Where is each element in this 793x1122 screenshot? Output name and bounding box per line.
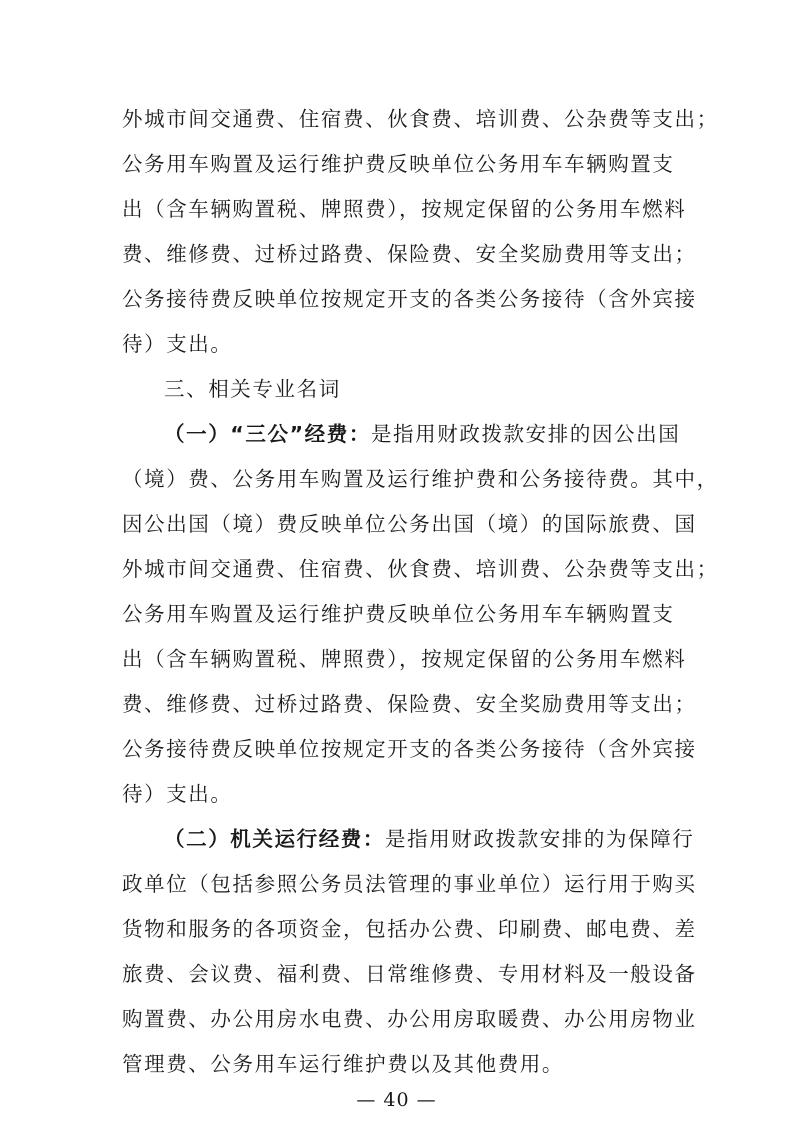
- section-heading: 三、相关专业名词: [164, 377, 341, 401]
- paragraph-line: 待）支出。: [122, 782, 233, 806]
- term-definition-start: 是指用财政拨款安排的因公出国: [370, 422, 681, 446]
- paragraph-line: 货物和服务的各项资金，包括办公费、印刷费、邮电费、差: [122, 917, 697, 941]
- paragraph-line: 公务接待费反映单位按规定开支的各类公务接待（含外宾接: [122, 287, 697, 311]
- paragraph-line: 旅费、会议费、福利费、日常维修费、专用材料及一般设备: [122, 962, 697, 986]
- term-label: （一）“三公”经费：: [164, 422, 371, 446]
- paragraph-line: （境）费、公务用车购置及运行维护费和公务接待费。其中，: [122, 467, 719, 491]
- paragraph-line: 外城市间交通费、住宿费、伙食费、培训费、公杂费等支出；: [122, 107, 719, 131]
- paragraph-line: 购置费、办公用房水电费、办公用房取暖费、办公用房物业: [122, 1007, 697, 1031]
- term-definition-start: 是指用财政拨款安排的为保障行: [385, 827, 695, 851]
- paragraph-line: 出（含车辆购置税、牌照费），按规定保留的公务用车燃料: [122, 647, 687, 671]
- term-first-line: [164, 826, 724, 852]
- term-first-line: [164, 421, 724, 447]
- paragraph-line: 公务用车购置及运行维护费反映单位公务用车车辆购置支: [122, 152, 675, 176]
- paragraph-line: 出（含车辆购置税、牌照费），按规定保留的公务用车燃料: [122, 197, 687, 221]
- paragraph-line: 费、维修费、过桥过路费、保险费、安全奖励费用等支出；: [122, 692, 697, 716]
- paragraph-line: 费、维修费、过桥过路费、保险费、安全奖励费用等支出；: [122, 242, 697, 266]
- page-number: — 40 —: [356, 1089, 437, 1111]
- paragraph-line: 公务用车购置及运行维护费反映单位公务用车车辆购置支: [122, 602, 675, 626]
- paragraph-line: 待）支出。: [122, 332, 233, 356]
- paragraph-line: 管理费、公务用车运行维护费以及其他费用。: [122, 1052, 564, 1076]
- paragraph-line: 外城市间交通费、住宿费、伙食费、培训费、公杂费等支出；: [122, 557, 719, 581]
- paragraph-line: 因公出国（境）费反映单位公务出国（境）的国际旅费、国: [122, 512, 697, 536]
- paragraph-line: 政单位（包括参照公务员法管理的事业单位）运行用于购买: [122, 872, 697, 896]
- term-label: （二）机关运行经费：: [164, 827, 385, 851]
- paragraph-line: 公务接待费反映单位按规定开支的各类公务接待（含外宾接: [122, 737, 697, 761]
